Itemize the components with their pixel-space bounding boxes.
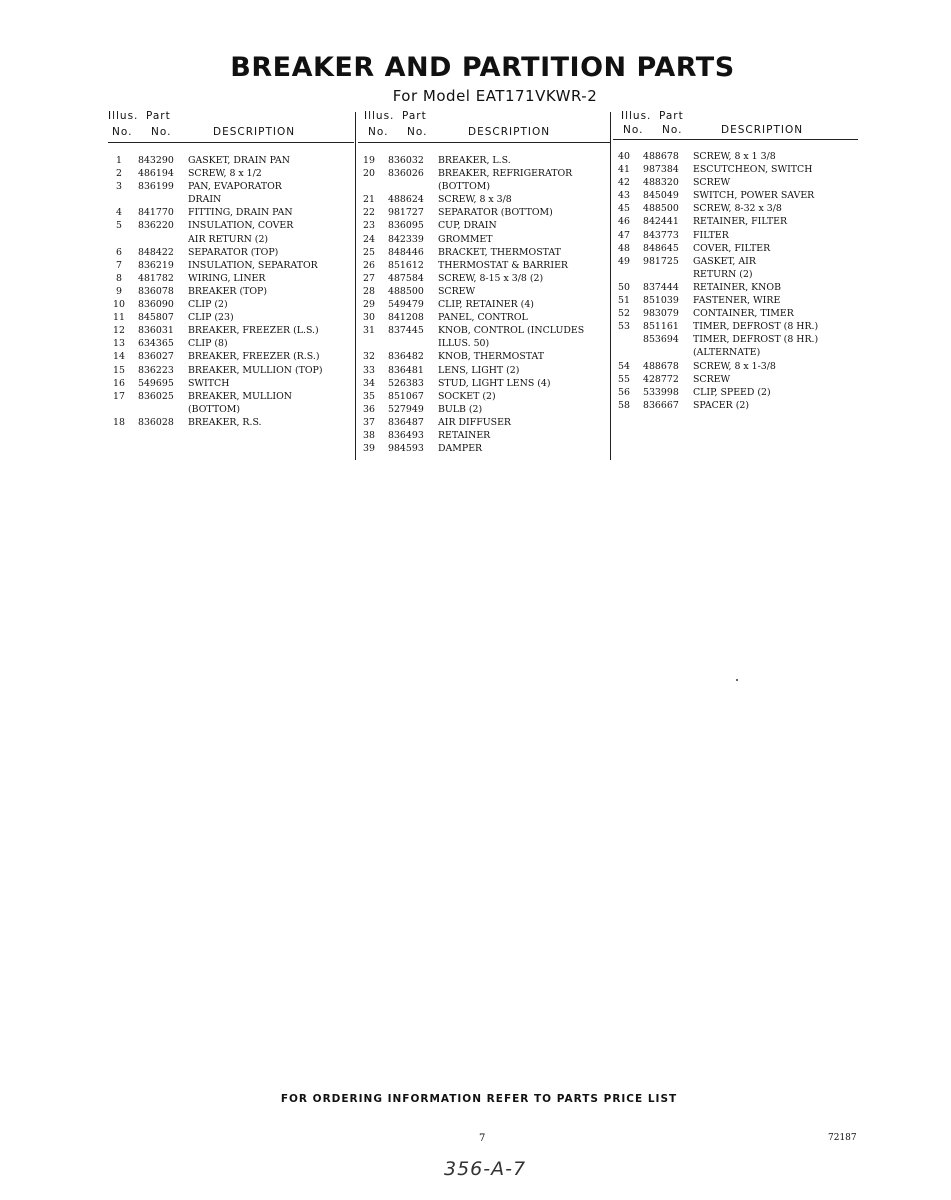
parts-column-3 [613, 110, 858, 412]
part-description: GASKET, DRAIN PAN [188, 155, 291, 166]
column-divider [610, 112, 611, 460]
part-number: 836025 [138, 390, 174, 402]
illus-number: 16 [113, 377, 125, 389]
part-number: 853694 [643, 334, 679, 346]
parts-column-1 [108, 110, 354, 429]
illus-number: 47 [618, 229, 630, 241]
table-row [358, 298, 610, 311]
table-row [613, 242, 858, 255]
part-description: SCREW [693, 177, 731, 189]
part-description: INSULATION, SEPARATOR [188, 259, 318, 271]
part-number: 837445 [388, 325, 424, 337]
part-label: Part [146, 110, 171, 122]
column-header [358, 110, 610, 146]
illus-number: 6 [116, 246, 122, 258]
part-description: PANEL, CONTROL [438, 312, 528, 324]
illus-number: 55 [618, 373, 630, 385]
part-description: BREAKER, MULLION (TOP) [188, 364, 323, 376]
illus-number: 58 [618, 399, 630, 411]
no-label: No. [407, 126, 428, 138]
part-description: ESCUTCHEON, SWITCH [693, 164, 813, 176]
part-number: 488500 [388, 285, 424, 297]
part-number: 842441 [643, 216, 679, 228]
part-description: DRAIN [188, 194, 222, 206]
table-row [358, 259, 610, 272]
part-number: 487584 [388, 272, 424, 284]
illus-number: 18 [113, 416, 125, 428]
table-row [108, 298, 354, 311]
part-number: 549479 [388, 299, 424, 311]
illus-number: 49 [618, 255, 630, 267]
table-row [108, 180, 354, 193]
illus-number: 15 [113, 364, 125, 376]
table-row [108, 403, 354, 416]
part-number: 843773 [643, 229, 679, 241]
table-row [108, 416, 354, 429]
table-row [358, 429, 610, 442]
illus-number: 33 [363, 364, 375, 376]
table-row [613, 202, 858, 215]
table-row [108, 350, 354, 363]
part-description: BREAKER, FREEZER (R.S.) [188, 351, 320, 363]
table-row [358, 390, 610, 403]
part-number: 836026 [388, 168, 424, 180]
table-row [108, 311, 354, 324]
part-number: 851067 [388, 390, 424, 402]
part-description: GASKET, AIR [693, 255, 756, 267]
table-row [613, 333, 858, 346]
part-number: 841208 [388, 312, 424, 324]
part-description: SCREW [438, 285, 476, 297]
illus-number: 7 [116, 259, 122, 271]
table-row [108, 285, 354, 298]
no-label: No. [662, 124, 683, 136]
table-row [613, 176, 858, 189]
part-number: 634365 [138, 338, 174, 350]
part-description: TIMER, DEFROST (8 HR.) [693, 321, 819, 333]
document-code: 72187 [828, 1133, 857, 1143]
part-description: CLIP (2) [188, 299, 228, 311]
table-row [358, 311, 610, 324]
column-divider [355, 112, 356, 460]
illus-number: 28 [363, 285, 375, 297]
illus-number: 56 [618, 386, 630, 398]
part-number: 836493 [388, 429, 424, 441]
table-row [613, 307, 858, 320]
part-number: 836095 [388, 220, 424, 232]
part-description: SCREW, 8 x 1-3/8 [693, 360, 776, 372]
illus-number: 22 [363, 207, 375, 219]
part-description: THERMOSTAT & BARRIER [438, 259, 568, 271]
table-row [358, 416, 610, 429]
table-row [613, 346, 858, 359]
header-rule [108, 142, 354, 143]
table-row [613, 255, 858, 268]
illus-number: 37 [363, 416, 375, 428]
part-number: 848645 [643, 242, 679, 254]
illus-number: 45 [618, 203, 630, 215]
no-label: No. [368, 126, 389, 138]
part-description: (BOTTOM) [188, 403, 241, 415]
description-label: DESCRIPTION [721, 124, 804, 136]
part-number: 836031 [138, 325, 174, 337]
table-row [358, 350, 610, 363]
illus-label: Illus. [621, 110, 652, 122]
table-row [108, 167, 354, 180]
illus-number: 30 [363, 312, 375, 324]
illus-label: Illus. [364, 110, 395, 122]
part-number: 836199 [138, 181, 174, 193]
illus-number: 52 [618, 308, 630, 320]
table-row [613, 150, 858, 163]
part-description: KNOB, CONTROL (INCLUDES [438, 325, 585, 337]
illus-number: 11 [113, 312, 125, 324]
part-number: 481782 [138, 272, 174, 284]
part-number: 526383 [388, 377, 424, 389]
no-label: No. [112, 126, 133, 138]
illus-number: 32 [363, 351, 375, 363]
table-row [108, 337, 354, 350]
table-row [358, 403, 610, 416]
part-number: 428772 [643, 373, 679, 385]
column-header [108, 110, 354, 146]
illus-number: 20 [363, 168, 375, 180]
part-description: SWITCH [188, 377, 230, 389]
part-description: SCREW, 8-15 x 3/8 (2) [438, 272, 544, 284]
part-description: BREAKER, REFRIGERATOR [438, 168, 573, 180]
part-description: SCREW, 8-32 x 3/8 [693, 203, 782, 215]
part-description: SCREW [693, 373, 731, 385]
part-description: BREAKER (TOP) [188, 285, 268, 297]
part-number: 488320 [643, 177, 679, 189]
illus-number: 23 [363, 220, 375, 232]
column-header [613, 110, 858, 146]
illus-number: 43 [618, 190, 630, 202]
illus-number: 9 [116, 285, 122, 297]
illus-number: 12 [113, 325, 125, 337]
table-row [358, 377, 610, 390]
part-number: 981727 [388, 207, 424, 219]
page-number: 7 [479, 1133, 486, 1144]
no-label: No. [151, 126, 172, 138]
table-row [613, 163, 858, 176]
illus-number: 14 [113, 351, 125, 363]
part-number: 851612 [388, 259, 424, 271]
part-description: SEPARATOR (BOTTOM) [438, 207, 553, 219]
part-description: CLIP, RETAINER (4) [438, 299, 534, 311]
part-description: INSULATION, COVER [188, 220, 294, 232]
part-description: (BOTTOM) [438, 181, 491, 193]
illus-number: 41 [618, 164, 630, 176]
part-description: (ALTERNATE) [693, 347, 761, 359]
illus-number: 25 [363, 246, 375, 258]
part-description: PAN, EVAPORATOR [188, 181, 282, 193]
table-row [358, 233, 610, 246]
table-row [108, 154, 354, 167]
part-description: BULB (2) [438, 403, 483, 415]
header-rule [358, 142, 610, 143]
table-row [358, 285, 610, 298]
illus-number: 26 [363, 259, 375, 271]
illus-number: 19 [363, 155, 375, 166]
illus-number: 8 [116, 272, 122, 284]
part-number: 836028 [138, 416, 174, 428]
part-description: RETAINER, KNOB [693, 281, 781, 293]
table-row [108, 206, 354, 219]
part-description: FILTER [693, 229, 729, 241]
part-number: 842339 [388, 233, 424, 245]
table-row [108, 259, 354, 272]
illus-number: 54 [618, 360, 630, 372]
illus-number: 21 [363, 194, 375, 206]
illus-number: 2 [116, 168, 122, 180]
table-row [613, 294, 858, 307]
part-number: 836667 [643, 399, 679, 411]
part-description: BREAKER, MULLION [188, 390, 292, 402]
part-description: KNOB, THERMOSTAT [438, 351, 545, 363]
table-row [613, 320, 858, 333]
part-number: 836223 [138, 364, 174, 376]
table-row [358, 193, 610, 206]
table-row [613, 215, 858, 228]
part-description: SPACER (2) [693, 399, 749, 411]
table-row [613, 399, 858, 412]
part-number: 836219 [138, 259, 174, 271]
part-number: 987384 [643, 164, 679, 176]
stray-mark [736, 679, 738, 681]
illus-number: 51 [618, 295, 630, 307]
header-rule [613, 139, 858, 140]
part-label: Part [659, 110, 684, 122]
part-description: CUP, DRAIN [438, 220, 497, 232]
table-row [613, 386, 858, 399]
part-description: CONTAINER, TIMER [693, 308, 794, 320]
description-label: DESCRIPTION [468, 126, 551, 138]
part-description: SCREW, 8 x 3/8 [438, 194, 512, 206]
part-description: CLIP (23) [188, 312, 234, 324]
part-number: 981725 [643, 255, 679, 267]
table-row [358, 206, 610, 219]
part-description: FASTENER, WIRE [693, 295, 781, 307]
parts-column-2 [358, 110, 610, 455]
part-number: 486194 [138, 168, 174, 180]
part-description: RETAINER, FILTER [693, 216, 788, 228]
table-row [613, 189, 858, 202]
part-description: SCREW, 8 x 1/2 [188, 168, 262, 180]
illus-number: 1 [116, 155, 122, 166]
table-row [613, 229, 858, 242]
table-row [108, 272, 354, 285]
illus-number: 5 [116, 220, 122, 232]
part-number: 488624 [388, 194, 424, 206]
part-number: 836027 [138, 351, 174, 363]
illus-number: 27 [363, 272, 375, 284]
illus-number: 53 [618, 321, 630, 333]
page-title: BREAKER AND PARTITION PARTS [230, 52, 735, 83]
part-description: BREAKER, L.S. [438, 155, 511, 166]
table-row [613, 281, 858, 294]
table-row [108, 390, 354, 403]
illus-number: 35 [363, 390, 375, 402]
illus-number: 50 [618, 281, 630, 293]
illus-number: 46 [618, 216, 630, 228]
part-description: CLIP (8) [188, 338, 228, 350]
table-row [358, 219, 610, 232]
part-number: 836482 [388, 351, 424, 363]
illus-number: 13 [113, 338, 125, 350]
part-number: 845807 [138, 312, 174, 324]
illus-number: 10 [113, 299, 125, 311]
part-number: 984593 [388, 443, 424, 455]
illus-number: 48 [618, 242, 630, 254]
part-number: 549695 [138, 377, 174, 389]
table-row [108, 233, 354, 246]
part-description: ILLUS. 50) [438, 338, 490, 350]
description-label: DESCRIPTION [213, 126, 296, 138]
part-number: 843290 [138, 155, 174, 166]
parts-list [108, 154, 354, 429]
table-row [358, 337, 610, 350]
table-row [358, 442, 610, 455]
part-number: 848422 [138, 246, 174, 258]
part-description: FITTING, DRAIN PAN [188, 207, 293, 219]
part-description: GROMMET [438, 233, 493, 245]
handwritten-reference: 356-A-7 [444, 1158, 527, 1180]
part-description: RETAINER [438, 429, 491, 441]
illus-number: 29 [363, 299, 375, 311]
part-number: 836090 [138, 299, 174, 311]
parts-list [613, 150, 858, 412]
part-description: COVER, FILTER [693, 242, 771, 254]
illus-number: 40 [618, 151, 630, 162]
table-row [108, 193, 354, 206]
illus-number: 39 [363, 443, 375, 455]
table-row [613, 360, 858, 373]
part-number: 848446 [388, 246, 424, 258]
table-row [358, 324, 610, 337]
part-description: BREAKER, FREEZER (L.S.) [188, 325, 319, 337]
part-description: AIR RETURN (2) [188, 233, 269, 245]
table-row [613, 373, 858, 386]
illus-label: Illus. [108, 110, 139, 122]
table-row [108, 324, 354, 337]
part-number: 488678 [643, 360, 679, 372]
table-row [358, 272, 610, 285]
table-row [108, 219, 354, 232]
table-row [108, 377, 354, 390]
part-number: 488678 [643, 151, 679, 162]
part-number: 533998 [643, 386, 679, 398]
part-description: SOCKET (2) [438, 390, 496, 402]
illus-number: 34 [363, 377, 375, 389]
part-label: Part [402, 110, 427, 122]
illus-number: 24 [363, 233, 375, 245]
part-description: SEPARATOR (TOP) [188, 246, 279, 258]
part-description: WIRING, LINER [188, 272, 266, 284]
part-description: RETURN (2) [693, 268, 753, 280]
illus-number: 31 [363, 325, 375, 337]
table-row [358, 167, 610, 180]
part-description: TIMER, DEFROST (8 HR.) [693, 334, 819, 346]
illus-number: 3 [116, 181, 122, 193]
part-description: BREAKER, R.S. [188, 416, 262, 428]
table-row [108, 246, 354, 259]
table-row [108, 364, 354, 377]
part-number: 836487 [388, 416, 424, 428]
part-description: BRACKET, THERMOSTAT [438, 246, 561, 258]
illus-number: 36 [363, 403, 375, 415]
model-subtitle: For Model EAT171VKWR-2 [392, 87, 598, 105]
part-description: STUD, LIGHT LENS (4) [438, 377, 551, 389]
table-row [613, 268, 858, 281]
ordering-note: FOR ORDERING INFORMATION REFER TO PARTS PRICE LIST [280, 1093, 678, 1105]
part-number: 836220 [138, 220, 174, 232]
part-number: 841770 [138, 207, 174, 219]
table-row [358, 154, 610, 167]
illus-number: 4 [116, 207, 122, 219]
part-number: 837444 [643, 281, 679, 293]
part-number: 527949 [388, 403, 424, 415]
part-number: 845049 [643, 190, 679, 202]
part-number: 836481 [388, 364, 424, 376]
part-description: LENS, LIGHT (2) [438, 364, 520, 376]
part-number: 851039 [643, 295, 679, 307]
part-number: 851161 [643, 321, 679, 333]
part-description: SWITCH, POWER SAVER [693, 190, 815, 202]
parts-list [358, 154, 610, 455]
table-row [358, 364, 610, 377]
part-description: DAMPER [438, 443, 483, 455]
no-label: No. [623, 124, 644, 136]
illus-number: 42 [618, 177, 630, 189]
part-description: CLIP, SPEED (2) [693, 386, 771, 398]
illus-number: 17 [113, 390, 125, 402]
part-description: AIR DIFFUSER [438, 416, 511, 428]
part-description: SCREW, 8 x 1 3/8 [693, 151, 776, 162]
illus-number: 38 [363, 429, 375, 441]
part-number: 836078 [138, 285, 174, 297]
table-row [358, 246, 610, 259]
part-number: 836032 [388, 155, 424, 166]
part-number: 488500 [643, 203, 679, 215]
part-number: 983079 [643, 308, 679, 320]
table-row [358, 180, 610, 193]
